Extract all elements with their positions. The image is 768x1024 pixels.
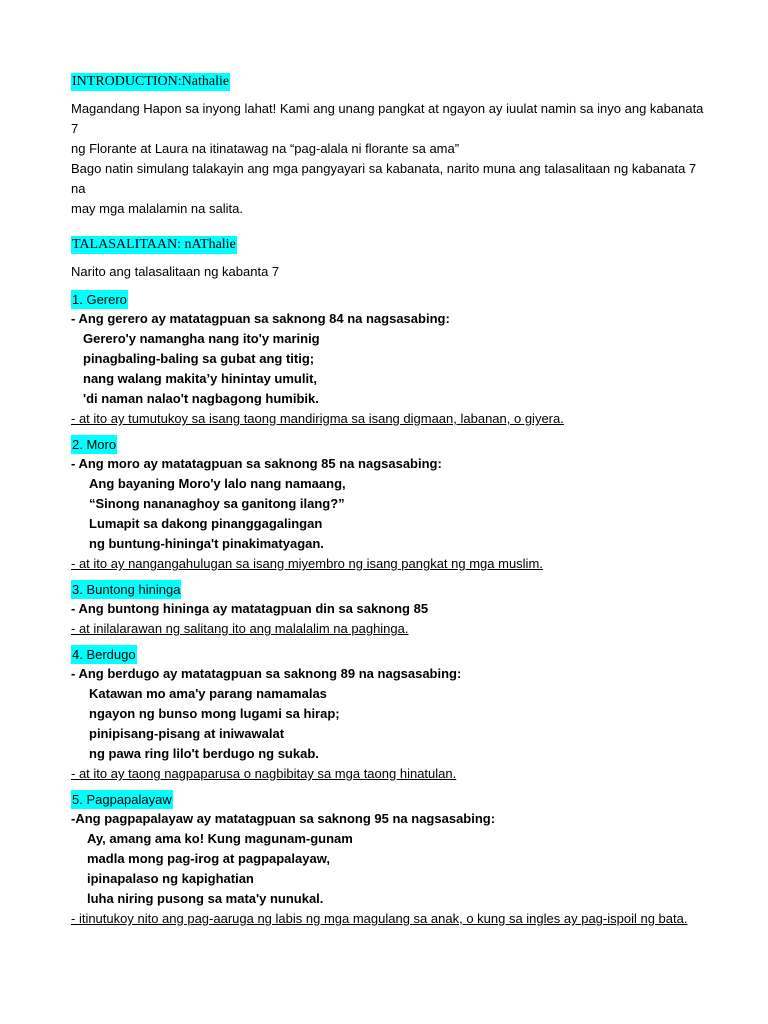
verse-line: Gerero'y namangha nang ito'y marinig <box>83 331 320 346</box>
verse-line: ng buntung-hininga't pinakimatyagan. <box>89 536 324 551</box>
talasalitaan-intro: Narito ang talasalitaan ng kabanta 7 <box>71 264 280 279</box>
term-title: 4. Berdugo <box>72 647 136 662</box>
intro-line: may mga malalamin na salita. <box>71 201 243 216</box>
verse-line: “Sinong nananaghoy sa ganitong ilang?” <box>89 496 345 511</box>
term-lead: -Ang pagpapalayaw ay matatagpuan sa saknong 95 na nagsasabing: <box>71 811 496 826</box>
term-moro <box>71 435 711 574</box>
document-page <box>71 70 711 929</box>
verse-line: Ay, amang ama ko! Kung magunam-gunam <box>87 831 353 846</box>
verse-line: ngayon ng bunso mong lugami sa hirap; <box>89 706 340 721</box>
verse-line: ng pawa ring lilo't berdugo ng sukab. <box>89 746 319 761</box>
introduction-heading: INTRODUCTION:Nathalie <box>72 74 230 89</box>
term-gerero <box>71 290 711 429</box>
term-title: 5. Pagpapalayaw <box>72 792 172 807</box>
term-lead: - Ang buntong hininga ay matatagpuan din sa saknong 85 <box>71 601 429 616</box>
verse-line: Katawan mo ama'y parang namamalas <box>89 686 327 701</box>
term-title: 1. Gerero <box>72 292 127 307</box>
intro-line: Bago natin simulang talakayin ang mga pangyayari sa kabanata, narito muna ang talasalitaan ng kabanata 7 na <box>71 161 697 196</box>
verse-line: 'di naman nalao't nagbagong humibik. <box>83 391 319 406</box>
verse-line: pinagbaling-baling sa gubat ang titig; <box>83 351 315 366</box>
verse-line: Ang bayaning Moro'y lalo nang namaang, <box>89 476 346 491</box>
verse-line: ipinapalaso ng kapighatian <box>87 871 254 886</box>
intro-line: ng Florante at Laura na itinatawag na “pag-alala ni florante sa ama” <box>71 141 460 156</box>
term-meaning: - at inilalarawan ng salitang ito ang malalalim na paghinga. <box>71 621 409 636</box>
verse-line: nang walang makita’y hinintay umulit, <box>83 371 318 386</box>
term-title: 3. Buntong hininga <box>72 582 181 597</box>
term-berdugo <box>71 645 711 784</box>
verse-line: madla mong pag-irog at pagpapalayaw, <box>87 851 330 866</box>
term-lead: - Ang gerero ay matatagpuan sa saknong 84 na nagsasabing: <box>71 311 450 326</box>
term-meaning: - at ito ay tumutukoy sa isang taong mandirigma sa isang digmaan, labanan, o giyera. <box>71 411 564 426</box>
talasalitaan-section <box>71 235 711 254</box>
term-title: 2. Moro <box>72 437 117 452</box>
verse-line: luha niring pusong sa mata'y nunukal. <box>87 891 324 906</box>
intro-line: Magandang Hapon sa inyong lahat! Kami ang unang pangkat at ngayon ay iuulat namin sa inyo ang kabanata 7 <box>71 101 704 136</box>
term-buntong-hininga <box>71 580 711 639</box>
verse-line: pinipisang-pisang at iniwawalat <box>89 726 285 741</box>
term-lead: - Ang berdugo ay matatagpuan sa saknong 89 na nagsasabing: <box>71 666 462 681</box>
term-lead: - Ang moro ay matatagpuan sa saknong 85 na nagsasabing: <box>71 456 442 471</box>
term-meaning: - itinutukoy nito ang pag-aaruga ng labis ng mga magulang sa anak, o kung sa ingles ay pag-ispoil ng bata. <box>71 911 688 926</box>
verse-line: Lumapit sa dakong pinanggagalingan <box>89 516 323 531</box>
term-pagpapalayaw <box>71 790 711 929</box>
term-meaning: - at ito ay taong nagpaparusa o nagbibitay sa mga taong hinatulan. <box>71 766 457 781</box>
talasalitaan-heading: TALASALITAAN: nAThalie <box>72 237 236 252</box>
term-meaning: - at ito ay nangangahulugan sa isang miyembro ng isang pangkat ng mga muslim. <box>71 556 543 571</box>
introduction-section <box>71 72 711 91</box>
